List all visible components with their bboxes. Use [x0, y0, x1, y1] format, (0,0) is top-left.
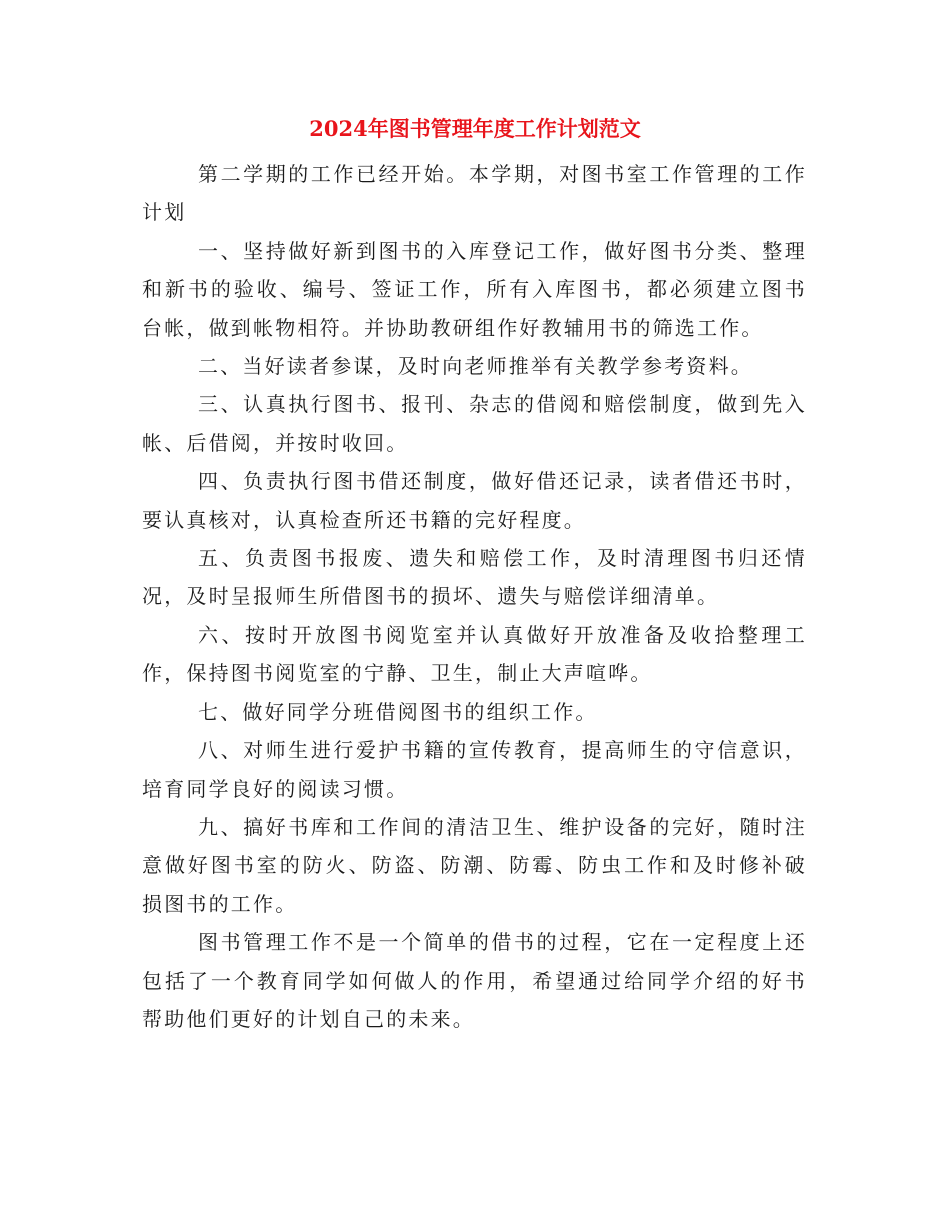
paragraph-item-1: 一、坚持做好新到图书的入库登记工作，做好图书分类、整理和新书的验收、编号、签证工作，所有入库图书，都必须建立图书台帐，做到帐物相符。并协助教研组作好教辅用书的筛选工作。: [142, 238, 807, 340]
paragraph-item-8: 八、对师生进行爱护书籍的宣传教育，提高师生的守信意识，培育同学良好的阅读习惯。: [142, 738, 807, 801]
paragraph-item-6: 六、按时开放图书阅览室并认真做好开放准备及收拾整理工作，保持图书阅览室的宁静、卫生，制止大声喧哗。: [142, 622, 807, 686]
paragraph-item-2: 二、当好读者参谋，及时向老师推举有关教学参考资料。: [198, 354, 753, 379]
document-body: [142, 155, 807, 1038]
paragraph-item-4: 四、负责执行图书借还制度，做好借还记录，读者借还书时，要认真核对，认真检查所还书籍的完好程度。: [142, 469, 807, 532]
document-title: 2024年图书管理年度工作计划范文: [309, 116, 641, 141]
paragraph-item-3: 三、认真执行图书、报刊、杂志的借阅和赔偿制度，做到先入帐、后借阅，并按时收回。: [142, 392, 807, 455]
paragraph-item-7: 七、做好同学分班借阅图书的组织工作。: [198, 699, 598, 724]
paragraph-intro: 第二学期的工作已经开始。本学期，对图书室工作管理的工作计划: [142, 162, 807, 225]
paragraph-item-5: 五、负责图书报废、遗失和赔偿工作，及时清理图书归还情况，及时呈报师生所借图书的损坏、遗失与赔偿详细清单。: [142, 546, 807, 609]
paragraph-conclusion: 图书管理工作不是一个简单的借书的过程，它在一定程度上还包括了一个教育同学如何做人的作用，希望通过给同学介绍的好书帮助他们更好的计划自己的未来。: [142, 930, 807, 1031]
paragraph-item-9: 九、搞好书库和工作间的清洁卫生、维护设备的完好，随时注意做好图书室的防火、防盗、防潮、防霉、防虫工作和及时修补破损图书的工作。: [142, 814, 807, 916]
